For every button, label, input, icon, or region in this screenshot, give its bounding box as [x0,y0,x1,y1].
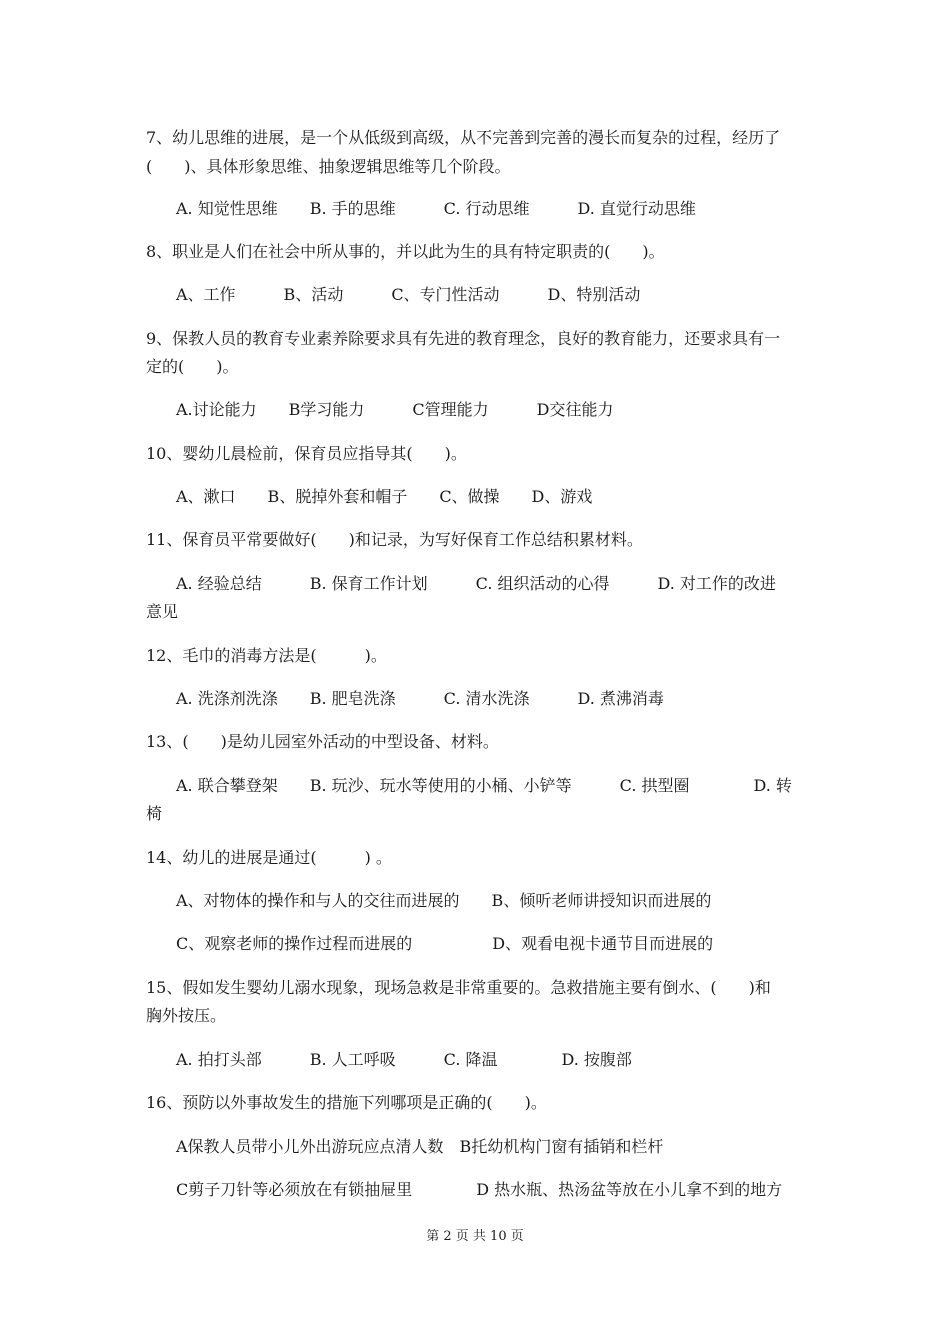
question-7-stem-line-2: ( )、具体形象思维、抽象逻辑思维等几个阶段。 [146,157,511,176]
question-12-stem: 12、毛巾的消毒方法是( )。 [146,646,387,665]
question-9-stem-line-2: 定的( )。 [146,357,239,376]
question-13-options-continuation: 椅 [146,804,163,823]
question-8-stem: 8、职业是人们在社会中所从事的，并以此为生的具有特定职责的( )。 [146,242,665,261]
question-15-options: A. 拍打头部 B. 人工呼吸 C. 降温 D. 按腹部 [176,1050,632,1069]
question-10-stem: 10、婴幼儿晨检前，保育员应指导其( )。 [146,444,467,463]
question-11-options-continuation: 意见 [146,602,179,621]
question-15-stem-line-1: 15、假如发生婴幼儿溺水现象，现场急救是非常重要的。急救措施主要有倒水、( )和 [146,978,771,997]
page-footer: 第 2 页 共 10 页 [426,1229,524,1244]
question-12-options: A. 洗涤剂洗涤 B. 肥皂洗涤 C. 清水洗涤 D. 煮沸消毒 [176,689,664,708]
question-13-stem: 13、( )是幼儿园室外活动的中型设备、材料。 [146,732,499,751]
question-15-stem-line-2: 胸外按压。 [146,1006,227,1025]
question-14-options-row-2: C、观察老师的操作过程而进展的 D、观看电视卡通节目而进展的 [176,934,714,953]
question-11-options: A. 经验总结 B. 保育工作计划 C. 组织活动的心得 D. 对工作的改进 [176,574,776,593]
question-14-stem: 14、幼儿的进展是通过( ) 。 [146,848,392,867]
question-9-options: A.讨论能力 B学习能力 C管理能力 D交往能力 [176,400,614,419]
question-16-stem: 16、预防以外事故发生的措施下列哪项是正确的( )。 [146,1093,547,1112]
question-11-stem: 11、保育员平常要做好( )和记录，为写好保育工作总结积累材料。 [146,530,643,549]
question-7-options: A. 知觉性思维 B. 手的思维 C. 行动思维 D. 直觉行动思维 [176,199,696,218]
question-8-options: A、工作 B、活动 C、专门性活动 D、特别活动 [176,285,641,304]
question-16-options-row-2: C剪子刀针等必须放在有锁抽屉里 D 热水瓶、热汤盆等放在小儿拿不到的地方 [176,1180,783,1199]
question-14-options-row-1: A、对物体的操作和与人的交往而进展的 B、倾听老师讲授知识而进展的 [176,891,712,910]
question-10-options: A、漱口 B、脱掉外套和帽子 C、做操 D、游戏 [176,487,593,506]
question-13-options: A. 联合攀登架 B. 玩沙、玩水等使用的小桶、小铲等 C. 拱型圈 D. 转 [176,776,792,795]
question-9-stem-line-1: 9、保教人员的教育专业素养除要求具有先进的教育理念，良好的教育能力，还要求具有一 [146,329,781,348]
question-7-stem-line-1: 7、幼儿思维的进展，是一个从低级到高级，从不完善到完善的漫长而复杂的过程，经历了 [146,128,781,147]
question-16-options-row-1: A保教人员带小儿外出游玩应点清人数 B托幼机构门窗有插销和栏杆 [176,1137,664,1156]
